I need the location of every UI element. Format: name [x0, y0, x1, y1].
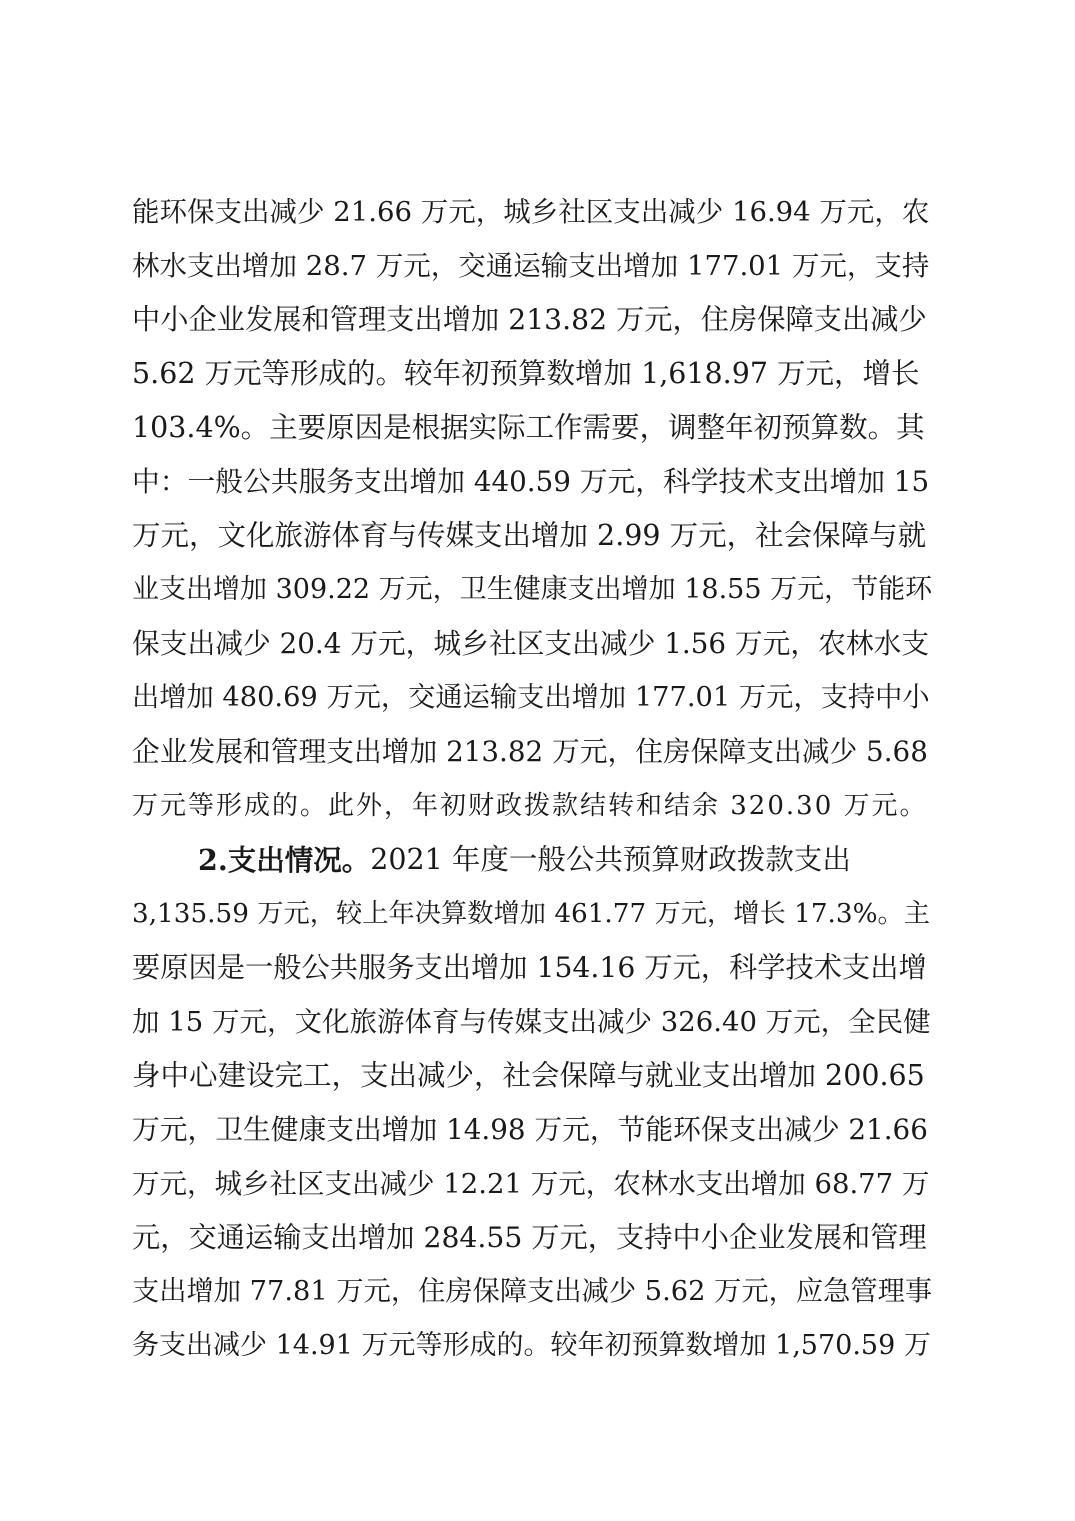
paragraph-line: 万元等形成的。此外，年初财政拨款结转和结余 320.30 万元。	[132, 791, 928, 821]
paragraph-line: 企业发展和管理支出增加 213.82 万元，住房保障支出减少 5.68	[132, 735, 928, 768]
paragraph-line: 林水支出增加 28.7 万元，交通运输支出增加 177.01 万元，支持	[132, 250, 930, 282]
paragraph-line: 能环保支出减少 21.66 万元，城乡社区支出减少 16.94 万元，农	[132, 196, 930, 228]
paragraph-line: 万元，卫生健康支出增加 14.98 万元，节能环保支出减少 21.66	[132, 1113, 928, 1146]
paragraph-line: 支出增加 77.81 万元，住房保障支出减少 5.62 万元，应急管理事	[132, 1276, 933, 1307]
paragraph-line: 万元，文化旅游体育与传媒支出增加 2.99 万元，社会保障与就	[132, 519, 927, 552]
paragraph-line: 务支出减少 14.91 万元等形成的。较年初预算数增加 1,570.59 万	[132, 1330, 931, 1361]
section-heading: 2.支出情况。	[198, 843, 371, 877]
paragraph-line: 业支出增加 309.22 万元，卫生健康支出增加 18.55 万元，节能环	[132, 574, 933, 605]
paragraph-line: 3,135.59 万元，较上年决算数增加 461.77 万元，增长 17.3%。主	[132, 899, 931, 929]
paragraph-line: 保支出减少 20.4 万元，城乡社区支出减少 1.56 万元，农林水支	[132, 627, 930, 660]
paragraph-line: 元，交通运输支出增加 284.55 万元，支持中小企业发展和管理	[132, 1221, 927, 1254]
paragraph-line: 万元，城乡社区支出减少 12.21 万元，农林水支出增加 68.77 万	[132, 1168, 930, 1200]
paragraph-line: 加 15 万元，文化旅游体育与传媒支出减少 326.40 万元，全民健	[132, 1006, 931, 1038]
paragraph-line: 出增加 480.69 万元，交通运输支出增加 177.01 万元，支持中小	[132, 682, 930, 713]
paragraph-line: 要原因是一般公共服务支出增加 154.16 万元，科学技术支出增	[132, 951, 927, 984]
paragraph-line-start: 2021 年度一般公共预算财政拨款支出	[370, 843, 851, 876]
paragraph-line: 中小企业发展和管理支出增加 213.82 万元，住房保障支出减少	[132, 303, 927, 336]
paragraph-line: 身中心建设完工，支出减少，社会保障与就业支出增加 200.65	[132, 1059, 925, 1092]
paragraph-line: 中：一般公共服务支出增加 440.59 万元，科学技术支出增加 15	[132, 465, 930, 498]
paragraph-line: 103.4%。主要原因是根据实际工作需要，调整年初预算数。其	[132, 411, 925, 444]
paragraph-line: 5.62 万元等形成的。较年初预算数增加 1,618.97 万元，增长	[132, 357, 920, 390]
section-heading-line	[198, 838, 932, 882]
